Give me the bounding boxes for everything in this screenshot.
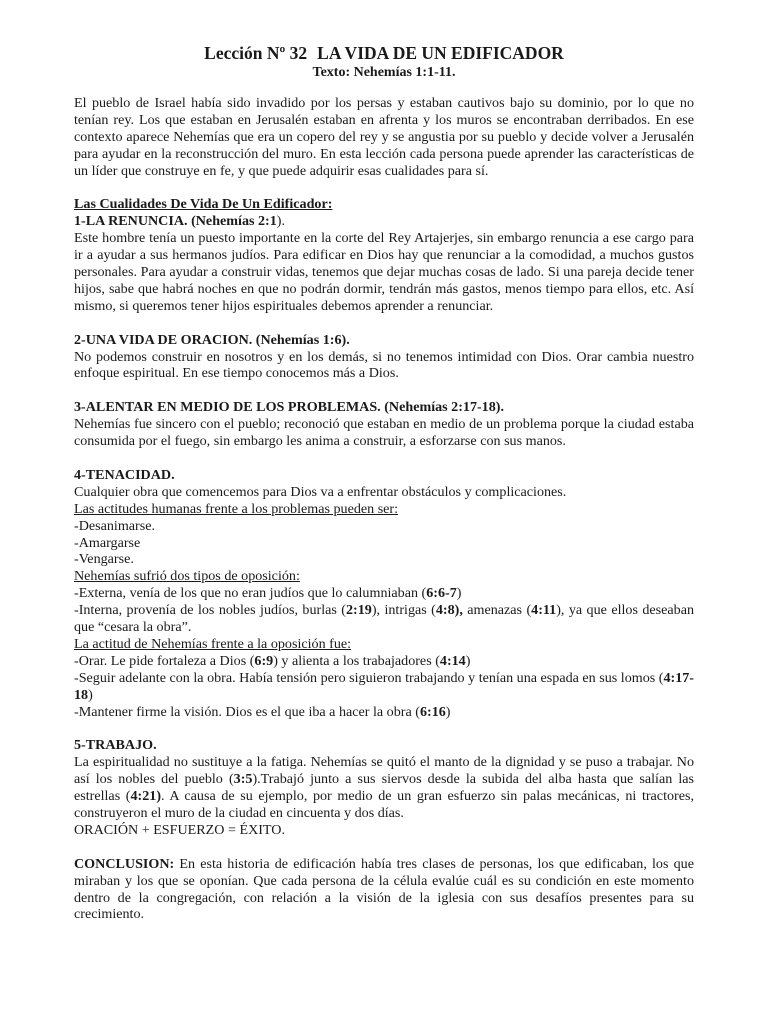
- conclusion-paragraph: CONCLUSION: En esta historia de edificación había tres clases de personas, los que edificaban, los que miraban y los que se oponían. Que cada persona de la célula evalúe cuál es su condición en este momento dentro de la congregación, con relación a la visión de la iglesia con sus desafíos presentes para su crecimiento.: [74, 855, 694, 923]
- response-pray: -Orar. Le pide fortaleza a Dios (6:9) y alienta a los trabajadores (4:14): [74, 652, 471, 669]
- opposition-internal: -Interna, provenía de los nobles judíos, burlas (2:19), intrigas (4:8), amenazas (4:11), ya que ellos deseaban que “cesara la obra”.: [74, 602, 695, 636]
- attitude-item: -Vengarse.: [74, 551, 134, 568]
- section-2-heading: 2-UNA VIDA DE ORACION. (Nehemías 1:6).: [74, 331, 350, 348]
- section-1-heading: 1-LA RENUNCIA. (Nehemías 2:1).: [74, 213, 286, 230]
- attitudes-heading: Las actitudes humanas frente a los problemas pueden ser:: [74, 500, 399, 517]
- opposition-external: -Externa, venía de los que no eran judíos que lo calumniaban (6:6-7): [74, 585, 462, 602]
- attitude-item: -Desanimarse.: [74, 517, 156, 534]
- section-3-heading: 3-ALENTAR EN MEDIO DE LOS PROBLEMAS. (Nehemías 2:17-18).: [74, 399, 504, 416]
- opposition-heading: Nehemías sufrió dos tipos de oposición:: [74, 568, 300, 585]
- lesson-number: Lección Nº 32: [204, 43, 308, 63]
- attitude-item: -Amargarse: [74, 534, 141, 551]
- section-5-heading: 5-TRABAJO.: [74, 737, 157, 754]
- section-3-body: Nehemías fue sincero con el pueblo; reconoció que estaban en medio de un problema porque la ciudad estaba consumida por el fuego, sin embargo les anima a construir, a esforzarse con sus manos.: [74, 416, 694, 450]
- section-1-body: Este hombre tenía un puesto importante en la corte del Rey Artajerjes, sin embargo renuncia a ese cargo para ir a ayudar a sus hermanos judíos. Para edificar en Dios hay que renunciar a la comodidad, a muchos gustos personales. Para ayudar a construir vidas, tenemos que dejar muchas cosas de lado. Si una pareja decide tener hijos, sabe que habrá noches en que no podrán dormir, tendrán más gastos, menos tiempo para ellos, etc. Así mismo, si queremos tener hijos espirituales debemos aprender a renunciar.: [74, 230, 694, 314]
- section-2-body: No podemos construir en nosotros y en los demás, si no tenemos intimidad con Dios. Orar cambia nuestro enfoque espiritual. En ese tiempo conocemos más a Dios.: [74, 348, 694, 382]
- section-5-equation: ORACIÓN + ESFUERZO = ÉXITO.: [74, 821, 285, 838]
- response-continue: -Seguir adelante con la obra. Había tensión pero siguieron trabajando y tenían una espada en sus lomos (4:17-18): [74, 669, 694, 703]
- qualities-heading: Las Cualidades De Vida De Un Edificador:: [74, 196, 333, 213]
- section-4-intro: Cualquier obra que comencemos para Dios va a enfrentar obstáculos y complicaciones.: [74, 483, 567, 500]
- section-5-body: La espiritualidad no sustituye a la fatiga. Nehemías se quitó el manto de la dignidad y se puso a trabajar. No así los nobles del pueblo (3:5).Trabajó junto a sus siervos desde la subida del alba hasta que salían las estrellas (4:21). A causa de su ejemplo, por medio de un gran esfuerzo sin palas mecánicas, ni tractores, construyeron el muro de la ciudad en cincuenta y dos días.: [74, 754, 694, 821]
- intro-paragraph: El pueblo de Israel había sido invadido por los persas y estaban cautivos bajo su dominio, por lo que no tenían rey. Los que estaban en Jerusalén estaban en afrenta y los muros se encontraban derribados. En ese contexto aparece Nehemías que era un copero del rey y se angustia por su pueblo y decide volver a Jerusalén para ayudar en la reconstrucción del muro. En esta lección cada persona puede aprender las características de un líder que construye en fe, y que puede adquirir esas cualidades para sí.: [74, 95, 694, 179]
- response-vision: -Mantener firme la visión. Dios es el que iba a hacer la obra (6:16): [74, 703, 451, 720]
- lesson-subtitle: Texto: Nehemías 1:1-11.: [312, 65, 456, 80]
- section-4-heading: 4-TENACIDAD.: [74, 466, 175, 483]
- lesson-name: LA VIDA DE UN EDIFICADOR: [317, 43, 564, 63]
- lesson-title: [0, 43, 768, 64]
- document-body: [74, 95, 694, 923]
- attitude-response-heading: La actitud de Nehemías frente a la oposición fue:: [74, 635, 352, 652]
